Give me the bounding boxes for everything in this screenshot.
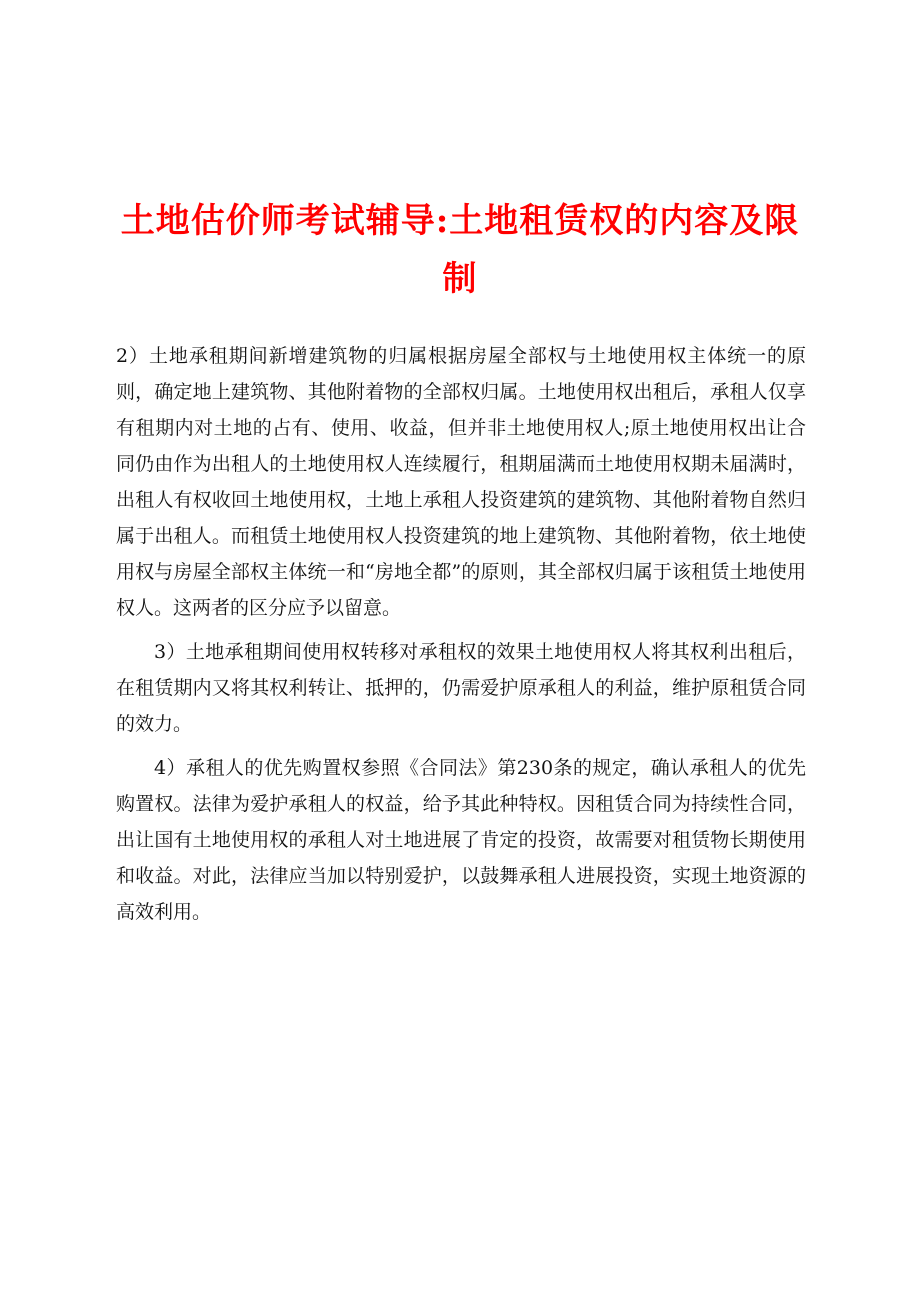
paragraph-4: 4）承租人的优先购置权参照《合同法》第230条的规定，确认承租人的优先购置权。法律为爱护承租人的权益，给予其此种特权。因租赁合同为持续性合同，出让国有土地使用权的承租人对土地进展了肯定的投资，故需要对租赁物长期使用和收益。对此，法律应当加以特别爱护，以鼓舞承租人进展投资，实现土地资源的高效利用。 bbox=[116, 757, 806, 923]
paragraph-3: 3）土地承租期间使用权转移对承租权的效果土地使用权人将其权利出租后，在租赁期内又将其权利转让、抵押的，仍需爱护原承租人的利益，维护原租赁合同的效力。 bbox=[116, 641, 806, 735]
document-body bbox=[116, 338, 806, 938]
paragraph-2: 2）土地承租期间新增建筑物的归属根据房屋全部权与土地使用权主体统一的原则，确定地上建筑物、其他附着物的全部权归属。土地使用权出租后，承租人仅享有租期内对土地的占有、使用、收益，但并非土地使用权人;原土地使用权出让合同仍由作为出租人的土地使用权人连续履行，租期届满而土地使用权期未届满时，出租人有权收回土地使用权，土地上承租人投资建筑的建筑物、其他附着物自然归属于出租人。而租赁土地使用权人投资建筑的地上建筑物、其他附着物，依土地使用权与房屋全部权主体统一和“房地全都”的原则，其全部权归属于该租赁土地使用权人。这两者的区分应予以留意。 bbox=[116, 345, 806, 619]
document-title: 土地估价师考试辅导:土地租赁权的内容及限制 bbox=[120, 201, 800, 299]
